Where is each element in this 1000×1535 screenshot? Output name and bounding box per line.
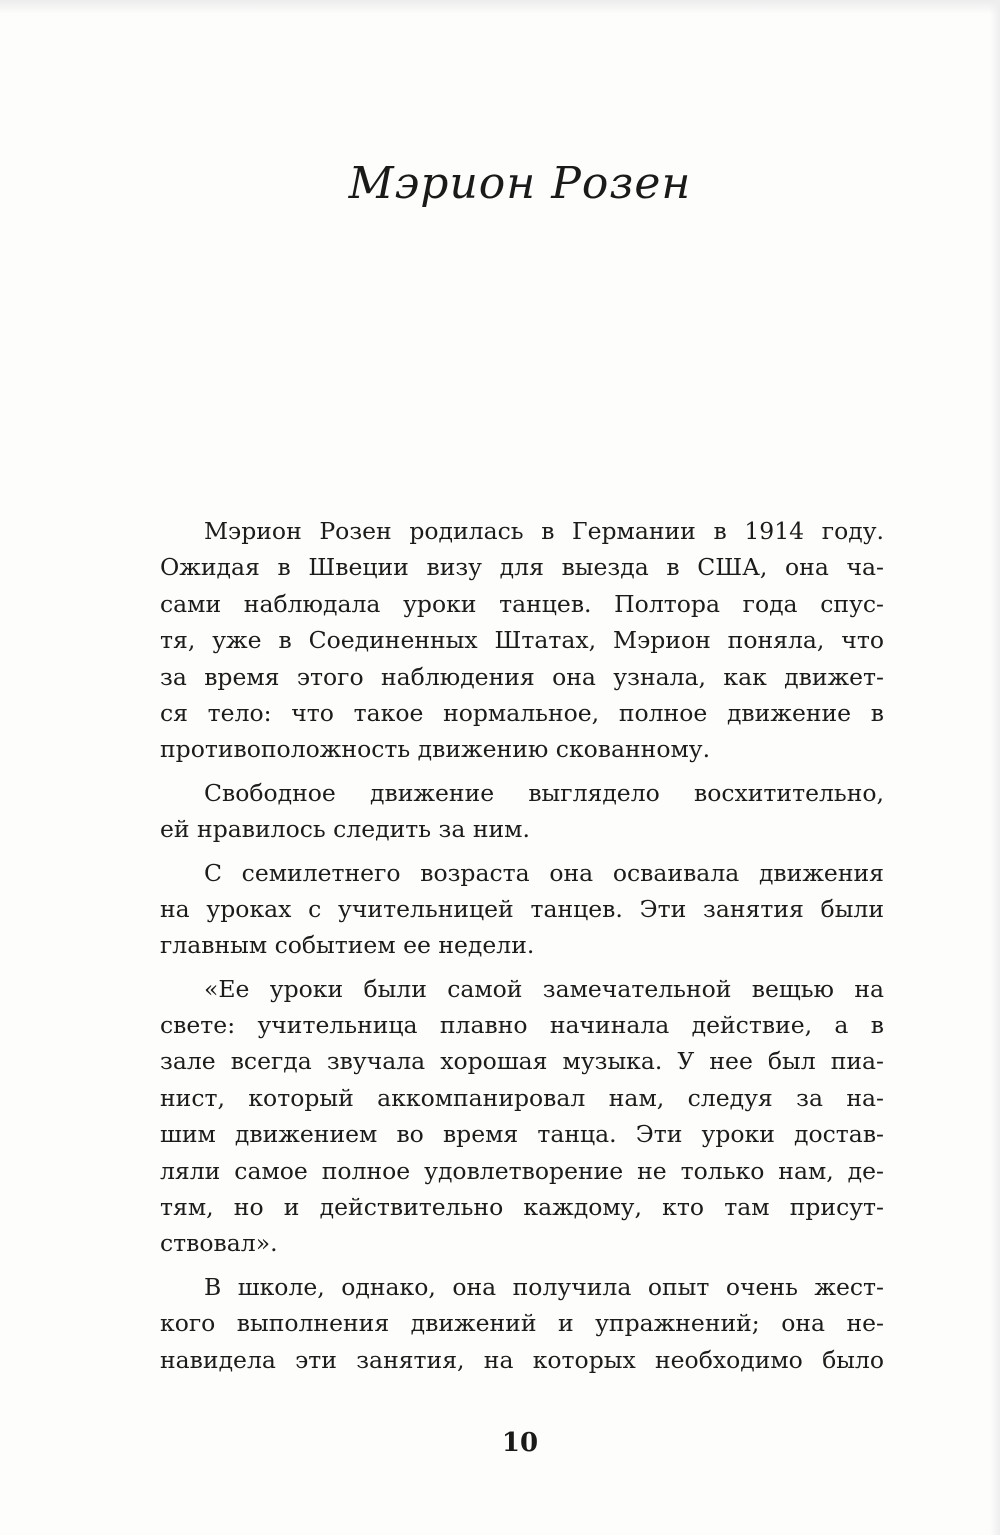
body-text [160,513,884,1378]
text-line: кого выполнения движений и упражнений; она не- [160,1309,884,1338]
text-line: ей нравилось следить за ним. [160,815,530,844]
text-line: сами наблюдала уроки танцев. Полтора года спус- [160,589,884,618]
text-line: за время этого наблюдения она узнала, как движет- [160,662,884,691]
text-line: С семилетнего возраста она осваивала движения [204,858,884,887]
text-line: «Ее уроки были самой замечательной вещью на [204,974,884,1003]
text-line: ствовал». [160,1229,278,1258]
text-line: главным событием ее недели. [160,931,535,960]
text-line: Свободное движение выглядело восхитительно, [204,778,884,807]
text-line: навидела эти занятия, на которых необходимо было [160,1345,884,1374]
text-line: Ожидая в Швеции визу для выезда в США, она ча- [160,553,884,582]
text-line: В школе, однако, она получила опыт очень жест- [204,1272,884,1301]
chapter-title: Мэрион Розен [348,158,692,209]
text-line: шим движением во время танца. Эти уроки достав- [160,1120,884,1149]
text-line: свете: учительница плавно начинала действие, а в [160,1011,884,1040]
text-line: противоположность движению скованному. [160,735,711,764]
page-number: 10 [501,1428,539,1458]
paragraph-1 [160,513,884,768]
text-line: зале всегда звучала хорошая музыка. У нее был пиа- [160,1047,884,1076]
scan-edge-top [0,0,1000,14]
text-line: на уроках с учительницей танцев. Эти занятия были [160,894,884,923]
paragraph-5 [160,1269,884,1378]
text-line: ся тело: что такое нормальное, полное движение в [160,698,884,727]
text-line: ляли самое полное удовлетворение не только нам, де- [160,1156,884,1185]
text-line: тя, уже в Соединенных Штатах, Мэрион поняла, что [160,626,884,655]
text-line: Мэрион Розен родилась в Германии в 1914 году. [204,517,884,545]
paragraph-2 [160,775,884,848]
text-line: тям, но и действительно каждому, кто там присут- [160,1193,884,1222]
paragraph-4 [160,971,884,1262]
scan-edge-right [990,0,1000,1535]
text-line: нист, который аккомпанировал нам, следуя за на- [160,1083,884,1112]
paragraph-3 [160,855,884,964]
